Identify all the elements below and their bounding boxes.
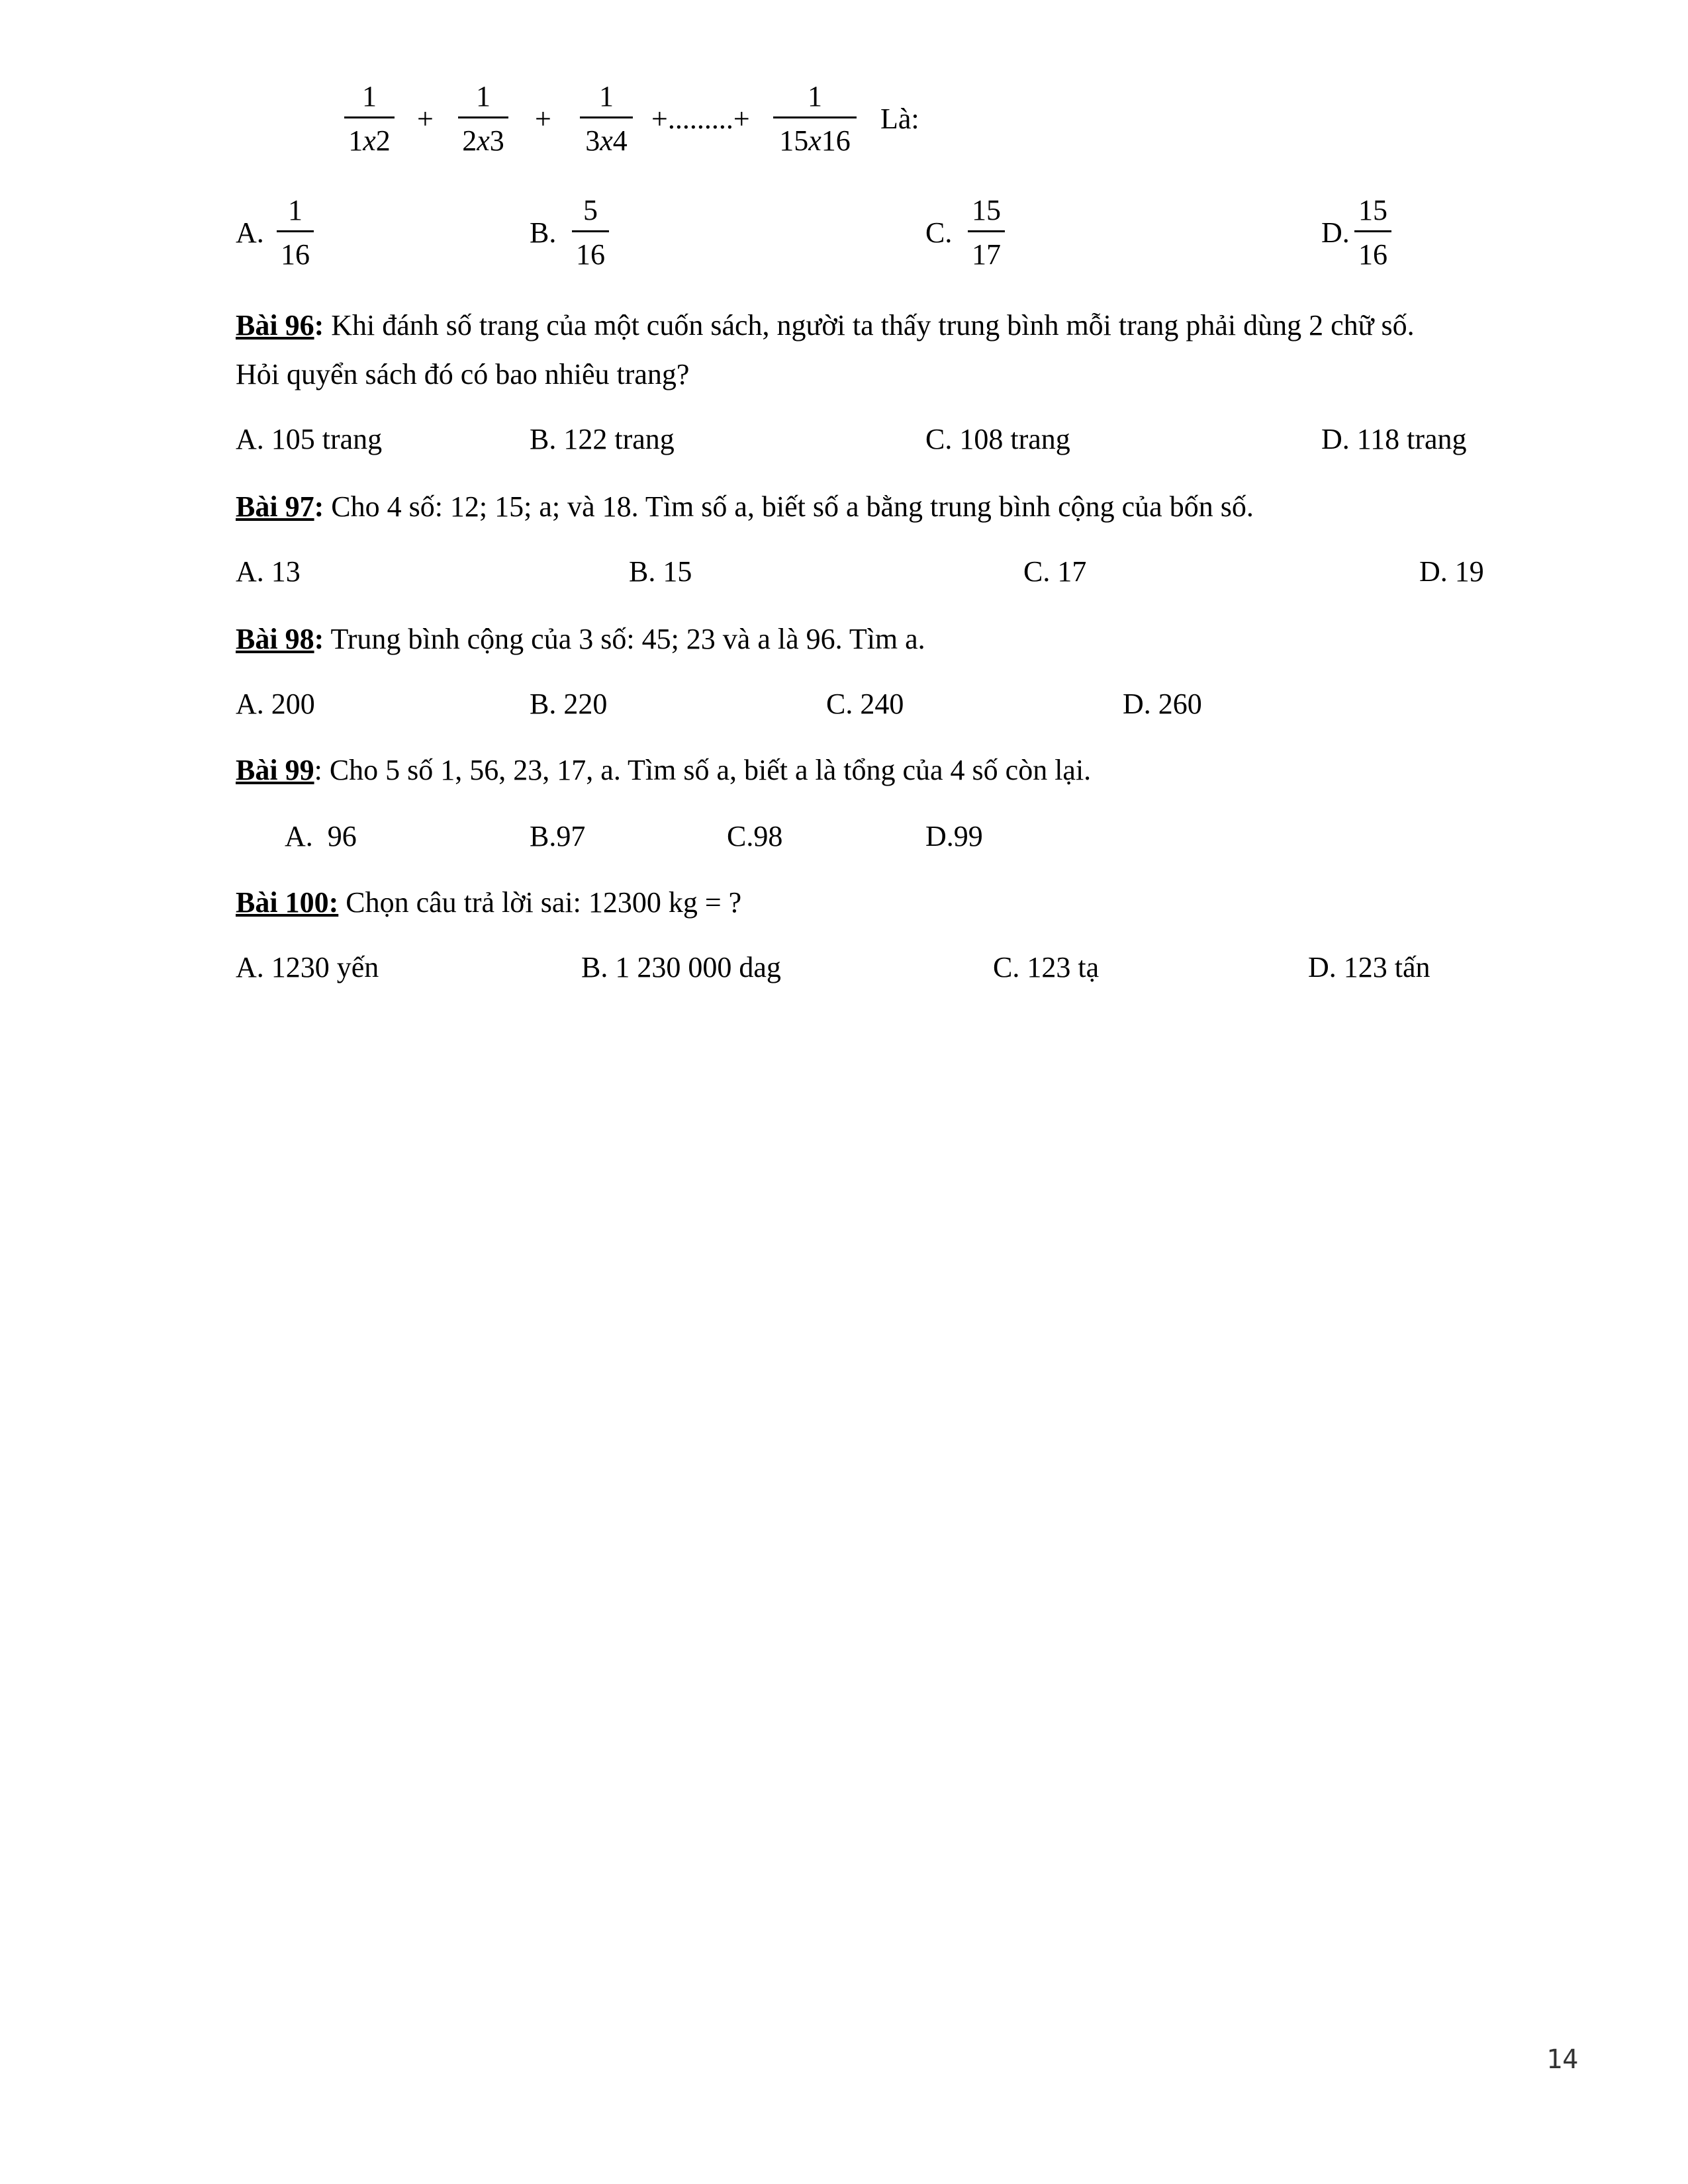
option-letter: D. (1321, 216, 1350, 249)
question-text: Cho 5 số 1, 56, 23, 17, a. Tìm số a, biết a là tổng của 4 số còn lại. (322, 754, 1092, 786)
option: A. 105 trang (236, 423, 383, 455)
question-label: Bài 99 (236, 754, 314, 786)
fraction-term-4: 1 15x16 (773, 82, 857, 156)
option: A. 13 (236, 555, 301, 588)
option: A. 96 (285, 820, 357, 852)
option-fraction: 1 16 (277, 196, 314, 269)
option: B. 1 230 000 dag (581, 951, 781, 983)
plus-sign: + (417, 103, 434, 135)
question-99: Bài 99: Cho 5 số 1, 56, 23, 17, a. Tìm số a, biết a là tổng của 4 số còn lại. (236, 754, 1092, 786)
option: A. 1230 yến (236, 951, 379, 983)
fraction-term-2: 1 2x3 (458, 82, 508, 156)
fraction-term-1 (344, 82, 395, 156)
option-fraction: 15 17 (968, 196, 1005, 269)
option: C. 123 tạ (993, 951, 1100, 983)
ellipsis-plus: +.........+ (651, 103, 750, 135)
option-fraction: 5 16 (572, 196, 609, 269)
question-96: Bài 96: Khi đánh số trang của một cuốn sách, người ta thấy trung bình mỗi trang phải dùng 2 chữ số. (236, 309, 1415, 341)
option: B.97 (530, 820, 586, 852)
option: D. 123 tấn (1308, 951, 1430, 983)
question-label: Bài 97 (236, 490, 314, 523)
option: B. 220 (530, 688, 608, 720)
option: A. 200 (236, 688, 315, 720)
fraction-den-b: 2 (375, 124, 391, 157)
question-text: Chọn câu trả lời sai: 12300 kg = ? (338, 886, 742, 919)
option-letter: C. (925, 216, 953, 249)
option: C.98 (727, 820, 783, 852)
expression-suffix: Là: (880, 103, 919, 135)
plus-sign: + (535, 103, 551, 135)
fraction-term-3: 1 3x4 (580, 82, 633, 156)
question-96-line2: Hỏi quyển sách đó có bao nhiêu trang? (236, 358, 690, 390)
question-97: Bài 97: Cho 4 số: 12; 15; a; và 18. Tìm số a, biết số a bằng trung bình cộng của bốn số. (236, 490, 1254, 523)
option: C. 108 trang (925, 423, 1070, 455)
fraction-den-a: 1 (348, 124, 363, 157)
option: D. 19 (1419, 555, 1484, 588)
fraction-numerator: 1 (362, 80, 377, 113)
times-symbol: x (363, 124, 376, 157)
option: D. 260 (1123, 688, 1202, 720)
option: D. 118 trang (1321, 423, 1467, 455)
option: D.99 (925, 820, 983, 852)
question-label: Bài 100: (236, 886, 339, 919)
option-letter: A. (236, 216, 264, 249)
question-98: Bài 98: Trung bình cộng của 3 số: 45; 23 và a là 96. Tìm a. (236, 623, 925, 655)
option: B. 15 (629, 555, 692, 588)
question-text: Khi đánh số trang của một cuốn sách, người ta thấy trung bình mỗi trang phải dùng 2 chữ số. (324, 309, 1415, 341)
option: C. 17 (1023, 555, 1087, 588)
question-100 (236, 888, 741, 917)
option: C. 240 (826, 688, 904, 720)
question-label: Bài 98 (236, 623, 314, 655)
option-fraction: 15 16 (1354, 196, 1391, 269)
question-text: Cho 4 số: 12; 15; a; và 18. Tìm số a, biết số a bằng trung bình cộng của bốn số. (324, 490, 1254, 523)
page-number: 14 (1546, 2044, 1579, 2075)
option: B. 122 trang (530, 423, 675, 455)
question-label: Bài 96 (236, 309, 314, 341)
question-text: Trung bình cộng của 3 số: 45; 23 và a là 96. Tìm a. (324, 623, 925, 655)
option-letter: B. (530, 216, 557, 249)
